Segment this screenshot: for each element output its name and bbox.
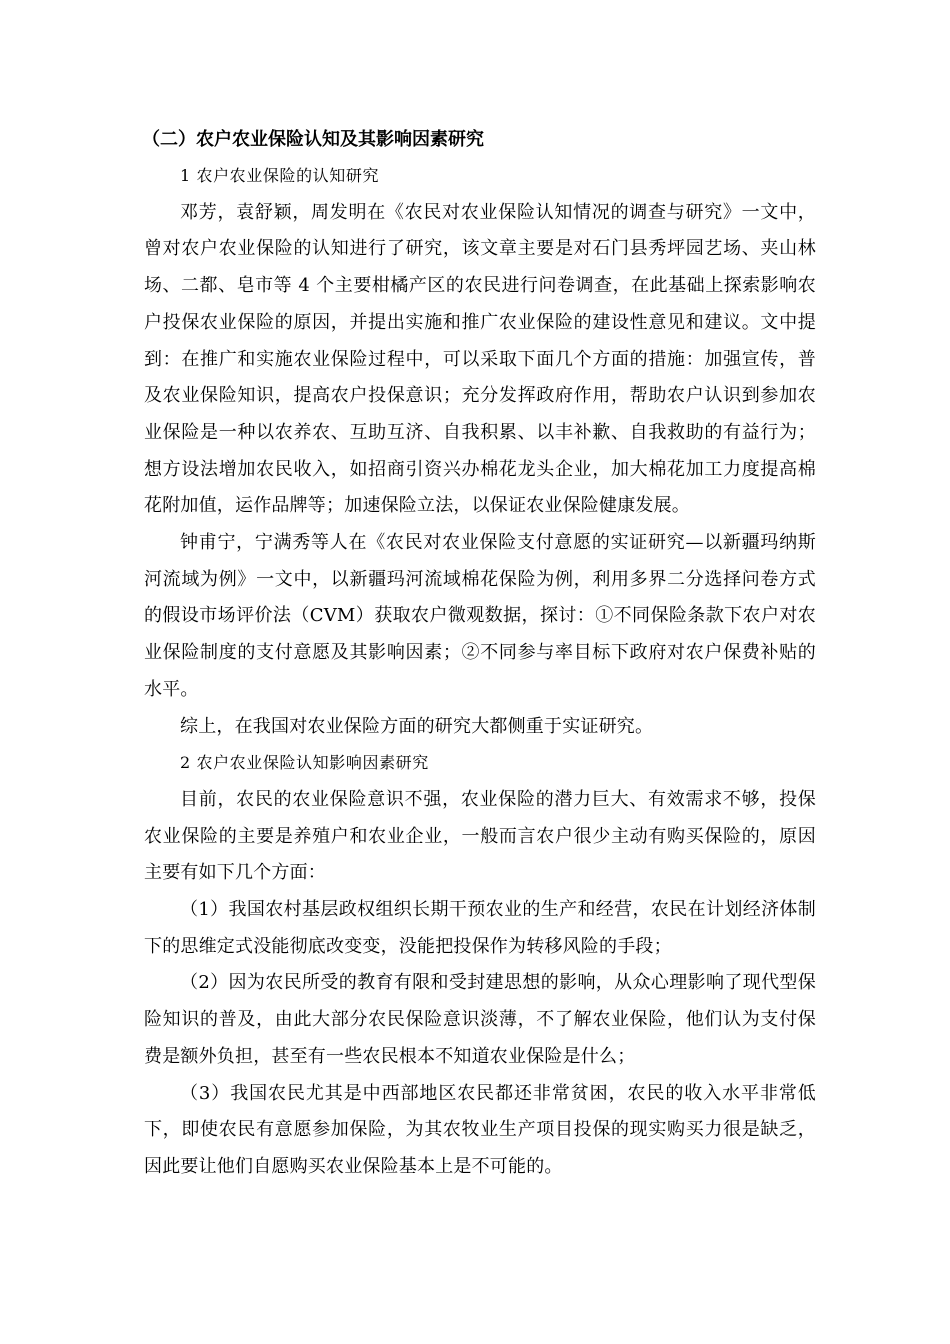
list-item: （3）我国农民尤其是中西部地区农民都还非常贫困，农民的收入水平非常低下，即使农民有意愿参加保险，为其农牧业生产项目投保的现实购买力很是缺乏，因此要让他们自愿购买农业保险基本上是不可能的。 — [144, 1082, 816, 1177]
paragraph: 邓芳，袁舒颖，周发明在《农民对农业保险认知情况的调查与研究》一文中，曾对农户农业保险的认知进行了研究，该文章主要是对石门县秀坪园艺场、夹山林场、二都、皂市等 4 个主要柑橘产区的农民进行问卷调查，在此基础上探索影响农户投保农业保险的原因，并提出实施和推广农业保险的建设性意见和建议。文中提到：在推广和实施农业保险过程中，可以采取下面几个方面的措施：加强宣传，普及农业保险知识，提高农户投保意识；充分发挥政府作用，帮助农户认识到参加农业保险是一种以农养农、互助互济、自我积累、以丰补歉、自我救助的有益行为；想方设法增加农民收入，如招商引资兴办棉花龙头企业，加大棉花加工力度提高棉花附加值，运作品牌等；加速保险立法，以保证农业保险健康发展。 — [144, 201, 816, 517]
list-item: （2）因为农民所受的教育有限和受封建思想的影响，从众心理影响了现代型保险知识的普及，由此大部分农民保险意识淡薄，不了解农业保险，他们认为支付保费是额外负担，甚至有一些农民根本不知道农业保险是什么； — [144, 972, 816, 1067]
paragraph: 综上，在我国对农业保险方面的研究大都侧重于实证研究。 — [180, 715, 654, 737]
subsection-title-1: 1 农户农业保险的认知研究 — [180, 166, 380, 185]
subsection-title-2: 2 农户农业保险认知影响因素研究 — [180, 753, 429, 773]
list-item: （1）我国农村基层政权组织长期干预农业的生产和经营，农民在计划经济体制下的思维定式没能彻底改变变，没能把投保作为转移风险的手段； — [144, 899, 816, 957]
document-body — [144, 122, 816, 1186]
paragraph: 目前，农民的农业保险意识不强，农业保险的潜力巨大、有效需求不够，投保农业保险的主要是养殖户和农业企业，一般而言农户很少主动有购买保险的，原因主要有如下几个方面： — [144, 788, 816, 884]
paragraph: 钟甫宁，宁满秀等人在《农民对农业保险支付意愿的实证研究—以新疆玛纳斯河流域为例》一文中，以新疆玛河流域棉花保险为例，利用多界二分选择问卷方式的假设市场评价法（CVM）获取农户微观数据，探讨：①不同保险条款下农户对农业保险制度的支付意愿及其影响因素；②不同参与率目标下政府对农户保费补贴的水平。 — [144, 532, 816, 700]
section-heading: （二）农户农业保险认知及其影响因素研究 — [142, 129, 484, 150]
